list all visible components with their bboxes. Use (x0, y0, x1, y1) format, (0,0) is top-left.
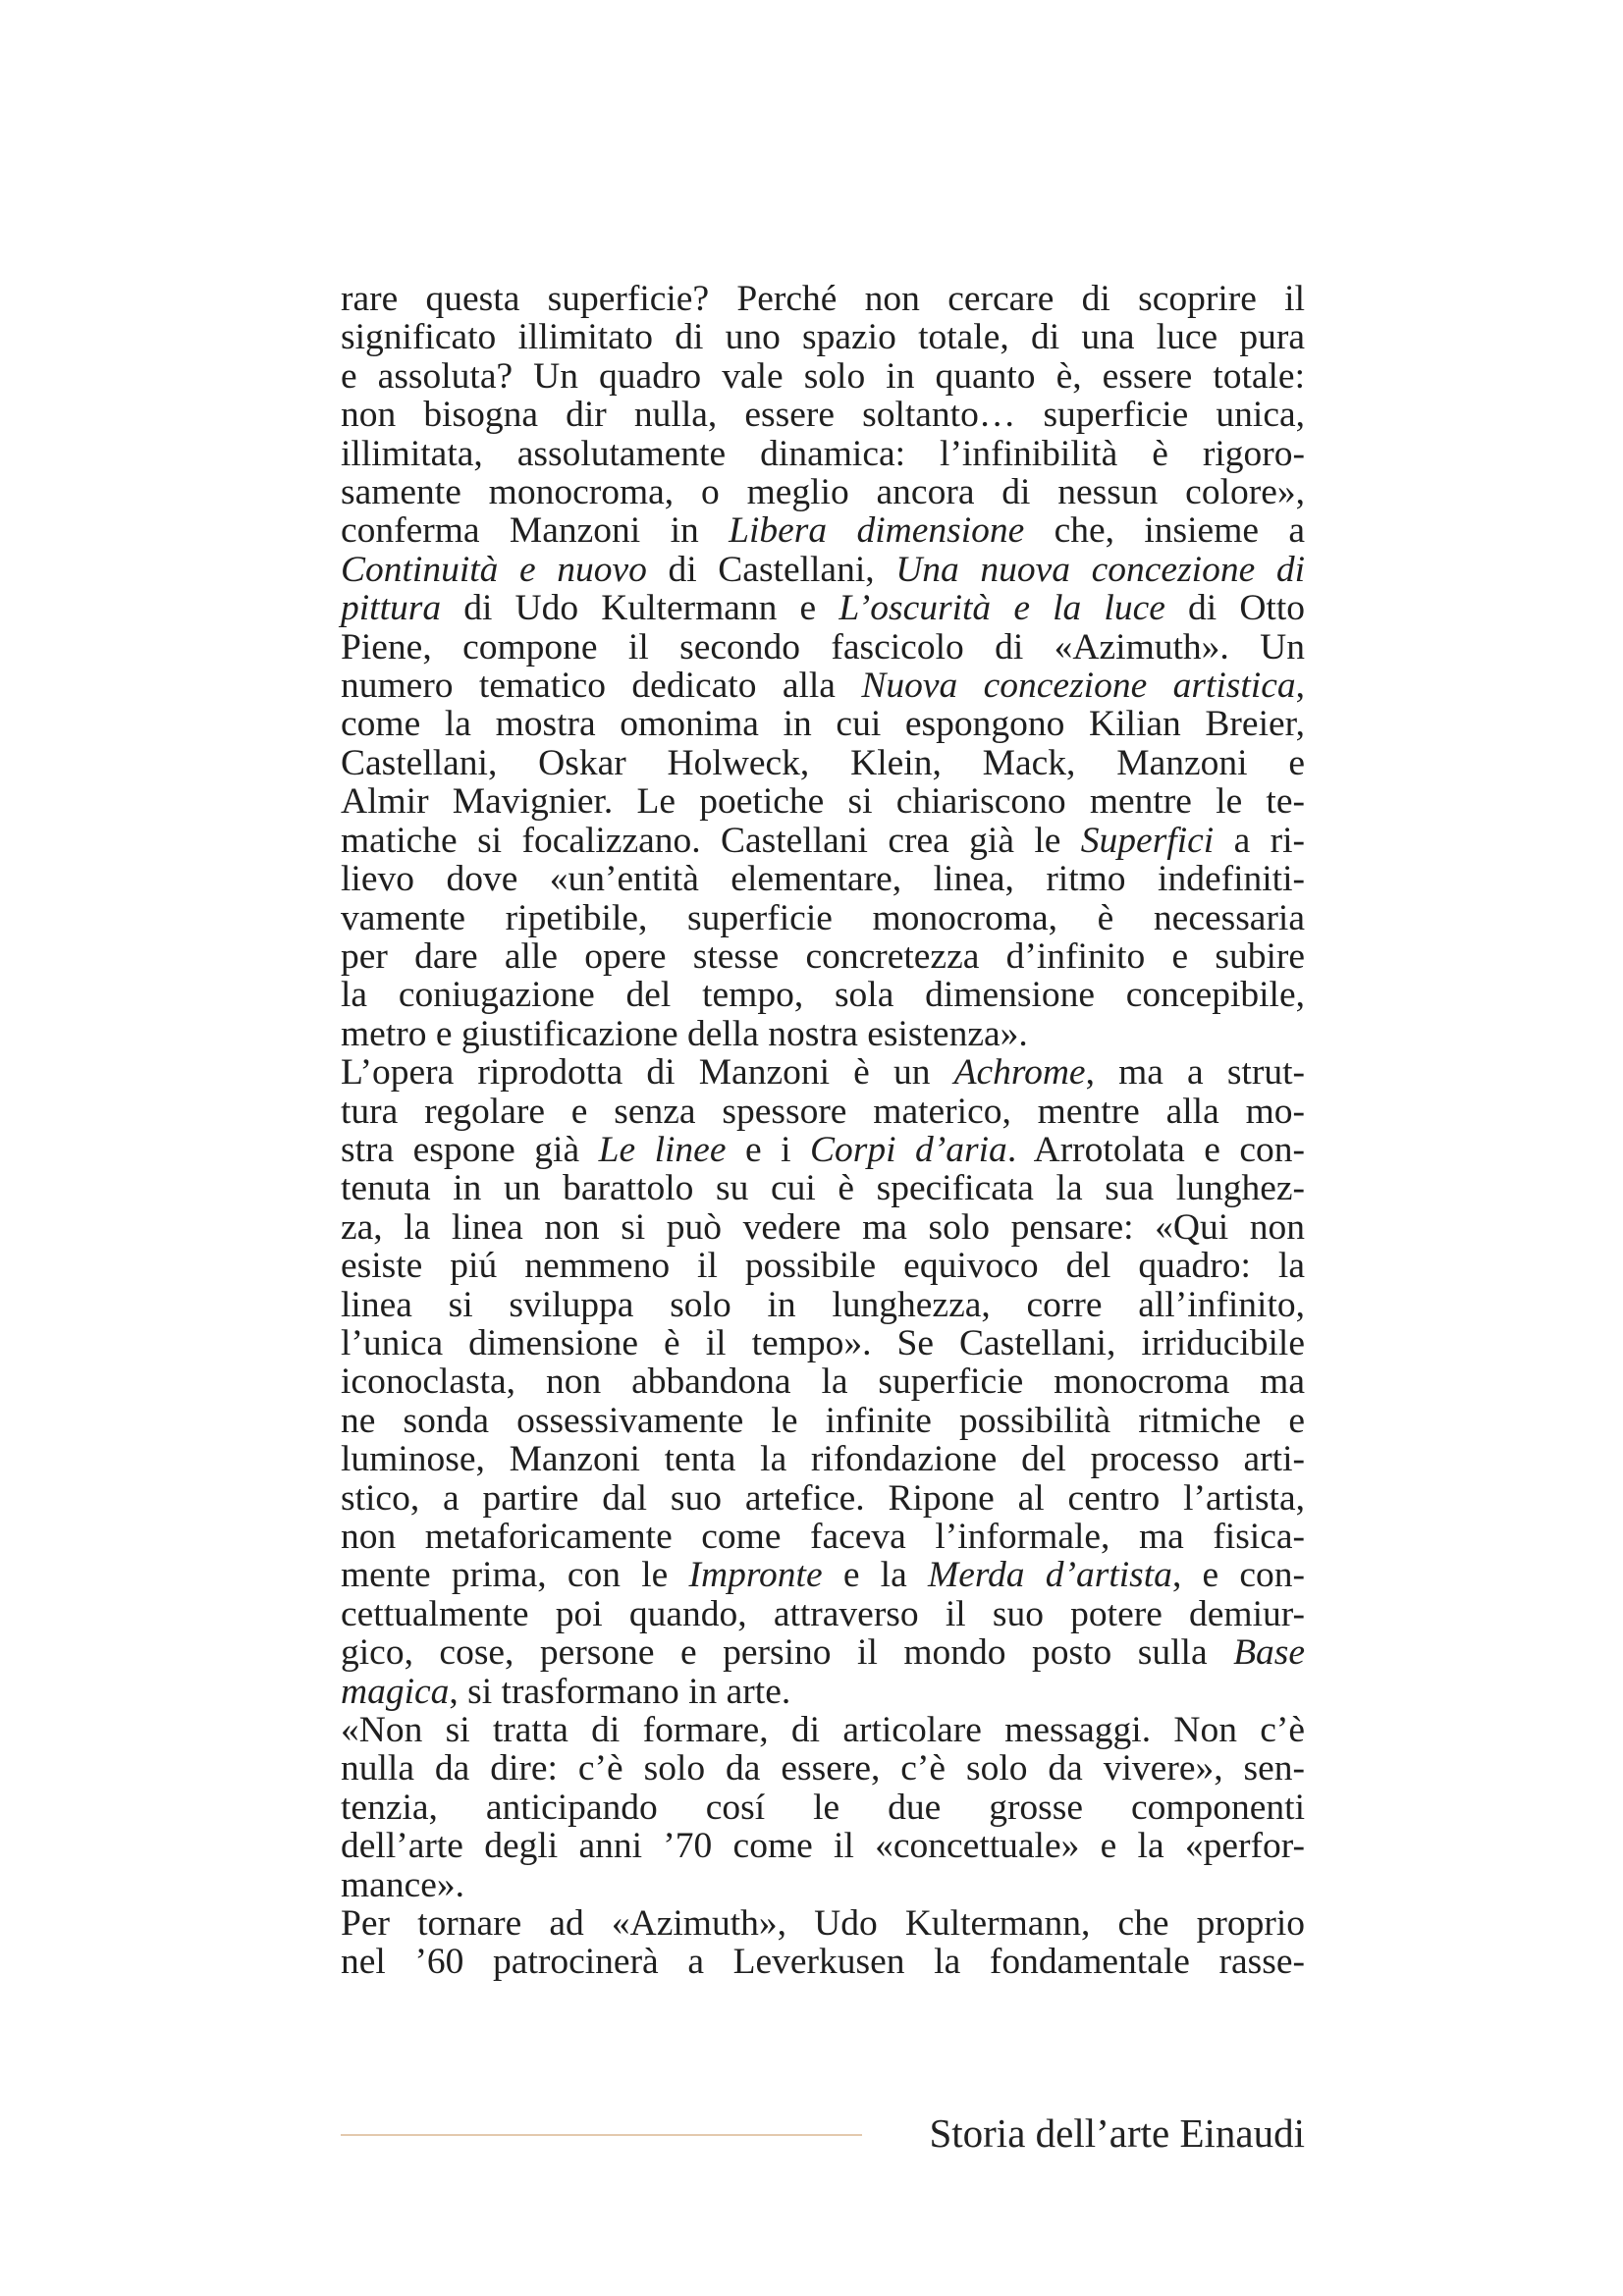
text-run: di Udo Kultermann e (441, 588, 839, 629)
text-run: nel ’60 patrocinerà a Leverkusen la fondamentale rasse- (341, 1942, 1305, 1983)
text-run: Piene, compone il secondo fascicolo di «Azimuth». Un (341, 626, 1305, 667)
text-run: l’unica dimensione è il tempo». Se Castellani, irriducibile (341, 1322, 1305, 1363)
text-line (341, 1093, 1305, 1131)
text-line (341, 1479, 1305, 1518)
text-line (341, 1402, 1305, 1440)
text-run: e la (822, 1555, 928, 1596)
text-line (341, 1595, 1305, 1633)
italic-title: Superfici (1080, 820, 1215, 861)
text-line (341, 822, 1305, 860)
text-line (341, 1749, 1305, 1788)
text-line (341, 1633, 1305, 1672)
text-line (341, 1943, 1305, 1981)
text-run: di Otto (1164, 588, 1305, 629)
italic-title: Impronte (688, 1555, 823, 1596)
text-line (341, 1286, 1305, 1324)
text-line (341, 357, 1305, 396)
text-line (341, 899, 1305, 937)
text-line (341, 280, 1305, 318)
text-line (341, 1556, 1305, 1594)
text-run: per dare alle opere stesse concretezza d’infinito e subire (341, 935, 1305, 977)
text-line (341, 1053, 1305, 1092)
text-run: dell’arte degli anni ’70 come il «concettuale» e la «perfor- (341, 1826, 1305, 1867)
italic-title: Una nuova concezione di (895, 549, 1305, 590)
italic-title: Continuità e nuovo (341, 549, 647, 590)
text-line (341, 396, 1305, 434)
text-run: illimitata, assolutamente dinamica: l’infinibilità è rigoro- (341, 433, 1305, 474)
text-line (341, 473, 1305, 511)
text-run: come la mostra omonima in cui espongono Kilian Breier, (341, 704, 1305, 745)
text-line (341, 1518, 1305, 1556)
text-run: numero tematico dedicato alla (341, 666, 862, 707)
text-line (341, 1827, 1305, 1865)
body-text (341, 280, 1305, 1982)
text-run: Per tornare ad «Azimuth», Udo Kultermann, che proprio (341, 1903, 1305, 1945)
text-run: e i (726, 1129, 811, 1170)
text-line (341, 1015, 1305, 1053)
italic-title: Corpi d’aria (810, 1129, 1007, 1170)
text-run: Castellani, Oskar Holweck, Klein, Mack, Manzoni e (341, 742, 1305, 783)
text-line (341, 1247, 1305, 1285)
text-line (341, 511, 1305, 550)
text-run: cettualmente poi quando, attraverso il suo potere demiur- (341, 1593, 1305, 1634)
text-line (341, 1866, 1305, 1904)
text-run: rare questa superficie? Perché non cercare di scoprire il (341, 279, 1305, 319)
text-line (341, 1440, 1305, 1478)
page-footer (341, 2109, 1305, 2158)
text-run: e assoluta? Un quadro vale solo in quanto è, essere totale: (341, 355, 1305, 397)
text-run: conferma Manzoni in (341, 510, 730, 552)
text-line (341, 937, 1305, 976)
text-line (341, 551, 1305, 589)
text-run: ne sonda ossessivamente le infinite possibilità ritmiche e (341, 1400, 1305, 1441)
italic-title: Merda d’artista (927, 1555, 1172, 1596)
text-run: a ri- (1214, 820, 1305, 861)
text-line (341, 976, 1305, 1014)
text-line (341, 628, 1305, 667)
text-line (341, 1789, 1305, 1827)
text-line (341, 1131, 1305, 1169)
text-run: esiste piú nemmeno il possibile equivoco del quadro: la (341, 1246, 1305, 1287)
text-run: , ma a strut- (1085, 1052, 1305, 1094)
text-run: stico, a partire dal suo artefice. Ripone al centro l’artista, (341, 1477, 1305, 1519)
text-run: non metaforicamente come faceva l’informale, ma fisica- (341, 1517, 1305, 1557)
text-run: vamente ripetibile, superficie monocroma, è necessaria (341, 897, 1305, 938)
text-line (341, 1711, 1305, 1749)
italic-title: Libera dimensione (729, 510, 1025, 552)
italic-title: Nuova concezione artistica (861, 666, 1296, 707)
text-line (341, 1324, 1305, 1362)
text-run: mente prima, con le (341, 1555, 689, 1596)
text-run: luminose, Manzoni tenta la rifondazione del processo arti- (341, 1439, 1305, 1480)
italic-title: Le linee (598, 1129, 727, 1170)
italic-title: L’oscurità e la luce (839, 588, 1165, 629)
text-run: metro e giustificazione della nostra esistenza». (341, 1013, 1028, 1054)
text-line (341, 782, 1305, 821)
text-run: L’opera riprodotta di Manzoni è un (341, 1052, 954, 1094)
text-run: , (1295, 666, 1305, 707)
text-run: nulla da dire: c’è solo da essere, c’è solo da vivere», sen- (341, 1748, 1305, 1789)
italic-title: magica (341, 1671, 450, 1712)
text-line (341, 1208, 1305, 1247)
text-run: che, insieme a (1024, 510, 1305, 552)
text-run: significato illimitato di uno spazio totale, di una luce pura (341, 317, 1305, 358)
italic-title: Base (1233, 1632, 1305, 1674)
text-run: Almir Mavignier. Le poetiche si chiariscono mentre le te- (341, 781, 1305, 823)
text-run: za, la linea non si può vedere ma solo pensare: «Qui non (341, 1206, 1305, 1248)
text-line (341, 318, 1305, 356)
text-line (341, 1362, 1305, 1401)
text-run: , e con- (1171, 1555, 1306, 1596)
text-run: . Arrotolata e con- (1006, 1129, 1305, 1170)
text-run: gico, cose, persone e persino il mondo posto sulla (341, 1632, 1234, 1674)
text-line (341, 705, 1305, 743)
text-run: di Castellani, (646, 549, 896, 590)
text-run: matiche si focalizzano. Castellani crea già le (341, 820, 1081, 861)
text-line (341, 435, 1305, 473)
text-run: non bisogna dir nulla, essere soltanto… superficie unica, (341, 395, 1305, 436)
text-run: iconoclasta, non abbandona la superficie monocroma ma (341, 1362, 1305, 1403)
italic-title: Achrome (953, 1052, 1086, 1094)
text-run: tenzia, anticipando cosí le due grosse componenti (341, 1787, 1305, 1828)
italic-title: pittura (341, 588, 442, 629)
text-line (341, 860, 1305, 898)
text-line (341, 1673, 1305, 1711)
text-run: tenuta in un barattolo su cui è specificata la sua lunghez- (341, 1168, 1305, 1209)
footer-title: Storia dell’arte Einaudi (929, 2110, 1305, 2156)
text-run: linea si sviluppa solo in lunghezza, corre all’infinito, (341, 1284, 1305, 1325)
text-line (341, 1169, 1305, 1207)
text-line (341, 744, 1305, 782)
text-run: , si trasformano in arte. (449, 1671, 791, 1712)
text-line (341, 1904, 1305, 1943)
footer-rule (341, 2134, 862, 2136)
text-line (341, 667, 1305, 705)
text-run: lievo dove «un’entità elementare, linea, ritmo indefiniti- (341, 859, 1305, 900)
text-run: stra espone già (341, 1129, 599, 1170)
text-run: «Non si tratta di formare, di articolare messaggi. Non c’è (341, 1710, 1305, 1751)
text-line (341, 589, 1305, 627)
text-run: mance». (341, 1864, 464, 1905)
text-run: tura regolare e senza spessore materico, mentre alla mo- (341, 1091, 1305, 1132)
text-run: la coniugazione del tempo, sola dimensione concepibile, (341, 975, 1305, 1016)
text-run: samente monocroma, o meglio ancora di nessun colore», (341, 472, 1305, 513)
